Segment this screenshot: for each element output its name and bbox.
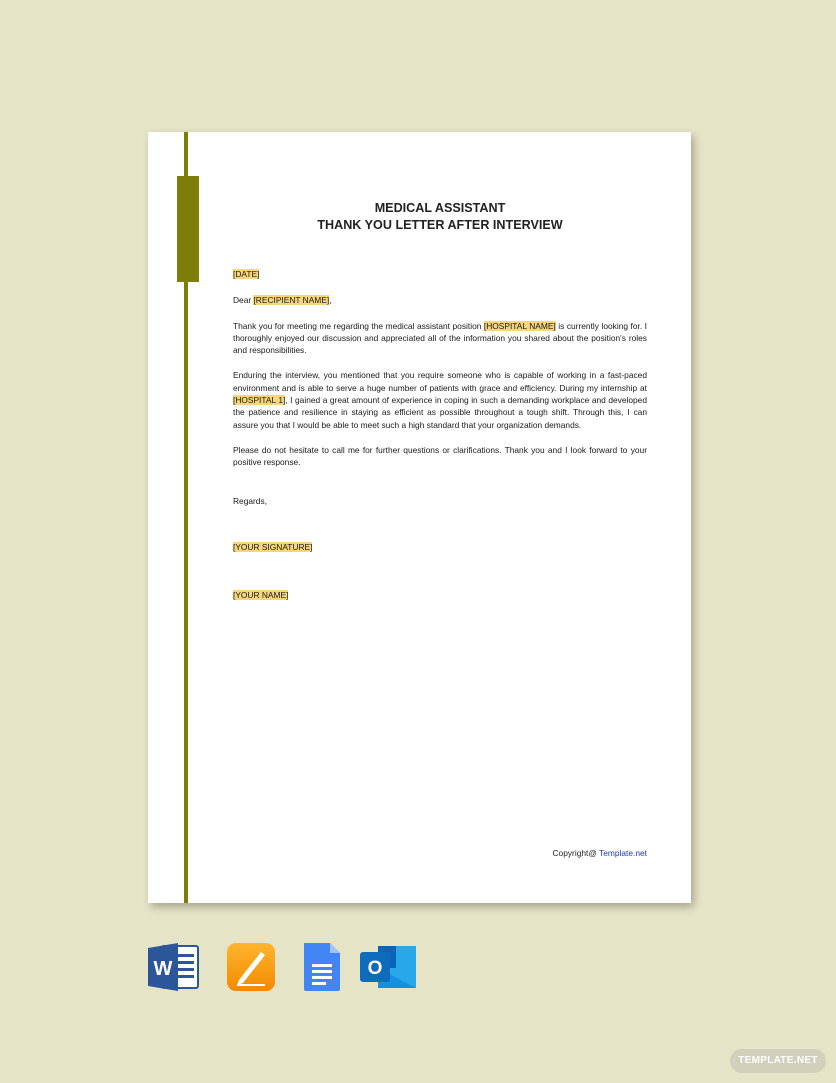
title-line-1: MEDICAL ASSISTANT (374, 201, 506, 215)
letter-content (233, 200, 647, 601)
salutation-prefix: Dear (233, 295, 252, 306)
name-placeholder: [YOUR NAME] (233, 590, 289, 601)
signature-placeholder: [YOUR SIGNATURE] (233, 541, 313, 552)
recipient-placeholder: [RECIPIENT NAME] (253, 295, 330, 306)
title-line-2: THANK YOU LETTER AFTER INTERVIEW (317, 218, 563, 232)
p2-text-a: Enduring the interview, you mentioned that you require someone who is capable of working in a fast-paced environment and is able to serve a huge number of patients with grace and efficiency. During my internship at (233, 370, 647, 393)
template-net-link[interactable]: Template.net (599, 848, 647, 858)
salutation (233, 294, 647, 306)
app-icons (148, 942, 428, 992)
word-icon[interactable] (148, 942, 200, 992)
paragraph-3: Please do not hesitate to call me for further questions or clarifications. Thank you and I look forward to your positive response. (233, 444, 647, 468)
date-placeholder: [DATE] (233, 269, 260, 279)
letter-page (148, 132, 691, 903)
copyright-prefix: Copyright@ (552, 848, 597, 858)
paragraph-1 (233, 320, 647, 357)
outlook-icon[interactable] (360, 942, 418, 992)
pages-icon[interactable] (227, 942, 275, 992)
hospital-1-placeholder: [HOSPITAL 1] (233, 395, 286, 406)
p1-text-b: is currently looking for. I thoroughly enjoyed our discussion and appreciated all of the information you shared about the position's roles and responsibilities. (233, 320, 647, 356)
copyright (553, 848, 648, 858)
hospital-name-placeholder: [HOSPITAL NAME] (483, 320, 556, 331)
google-docs-icon[interactable] (302, 942, 342, 992)
salutation-suffix: , (329, 295, 332, 306)
p1-text-a: Thank you for meeting me regarding the medical assistant position (233, 320, 482, 331)
paragraph-2 (233, 369, 647, 430)
outlook-letter: O (367, 958, 383, 979)
accent-vertical-block (177, 176, 199, 282)
closing: Regards, (233, 495, 267, 506)
word-letter: W (153, 958, 173, 980)
p2-text-b: , I gained a great amount of experience in coping in such a demanding workplace and developed the patience and resilience in staying as efficient as possible throughout a tough shift. Through this, I can assure you that I would be able to meet such a high standard that your organization demands. (233, 395, 647, 430)
letter-title (233, 200, 647, 234)
template-net-badge[interactable]: TEMPLATE.NET (730, 1049, 826, 1073)
